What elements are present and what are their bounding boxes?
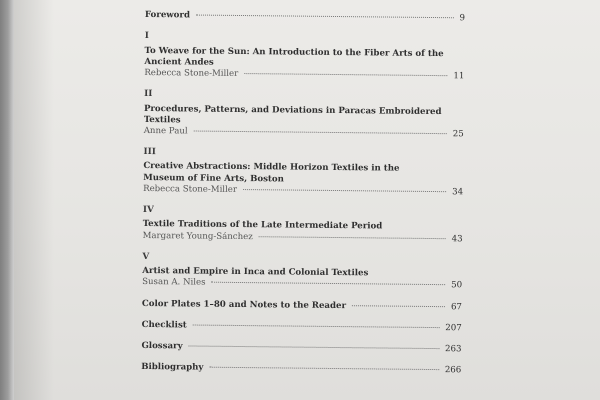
leader-dots (212, 282, 446, 285)
back-matter-label: Checklist (141, 319, 187, 331)
leader-dots (243, 189, 446, 192)
foreword-label: Foreword (144, 10, 191, 21)
section-author: Rebecca Stone-Miller (143, 183, 238, 195)
section-title-line: Ancient Andes (144, 56, 214, 68)
section-numeral: V (142, 251, 150, 262)
section-title-line: Museum of Fine Arts, Boston (143, 172, 284, 185)
section-numeral: III (143, 147, 156, 158)
back-matter-label: Bibliography (141, 362, 204, 373)
leader-dots (189, 345, 439, 349)
toc-entry-bibliography (141, 362, 461, 377)
back-matter-label: Glossary (141, 340, 183, 352)
toc-section-2 (144, 89, 464, 140)
section-author: Margaret Young-Sánchez (142, 230, 253, 242)
book-spine (0, 0, 14, 400)
leader-dots (259, 236, 446, 239)
leader-dots (193, 324, 439, 328)
back-matter-label: Color Plates 1–80 and Notes to the Reader (141, 298, 347, 311)
section-numeral: II (144, 89, 153, 100)
section-page: 34 (452, 187, 464, 198)
section-numeral: I (144, 31, 149, 42)
leader-dots (244, 73, 447, 76)
section-title-line: Procedures, Patterns, and Deviations in Paracas Embroidered Textiles (143, 103, 442, 126)
toc-entry-glossary (141, 341, 461, 356)
section-author: Rebecca Stone-Miller (144, 67, 239, 79)
spine-shadow (14, 0, 54, 400)
foreword-page: 9 (459, 13, 465, 24)
back-matter-page: 67 (450, 301, 462, 312)
toc-section-3 (143, 147, 463, 198)
back-matter-page: 207 (445, 322, 462, 334)
section-author: Anne Paul (143, 125, 188, 137)
toc-section-5 (142, 252, 462, 292)
leader-dots (194, 130, 447, 134)
toc-entry-checklist (142, 320, 462, 335)
back-matter-page: 263 (445, 344, 462, 355)
section-page: 25 (452, 129, 464, 140)
toc-section-1 (144, 31, 464, 82)
leader-dots (352, 305, 445, 307)
toc-section-4 (143, 205, 463, 245)
section-author: Susan A. Niles (142, 277, 206, 288)
section-title-line: Creative Abstractions: Middle Horizon Textiles in the (143, 161, 400, 175)
section-page: 50 (451, 280, 463, 291)
section-page: 43 (451, 233, 463, 244)
section-title-line: Textile Traditions of the Late Intermediate Period (142, 219, 383, 232)
leader-dots (196, 15, 453, 19)
toc-entry-color-plates (142, 298, 462, 313)
table-of-contents (141, 10, 465, 387)
section-title-line: Artist and Empire in Inca and Colonial Textiles (142, 266, 369, 279)
section-numeral: IV (142, 204, 154, 216)
back-matter-page: 266 (444, 365, 462, 376)
leader-dots (209, 367, 438, 370)
section-page: 11 (453, 71, 465, 82)
toc-entry-foreword (145, 10, 465, 25)
section-title-line: To Weave for the Sun: An Introduction to the Fiber Arts of the (144, 45, 444, 59)
